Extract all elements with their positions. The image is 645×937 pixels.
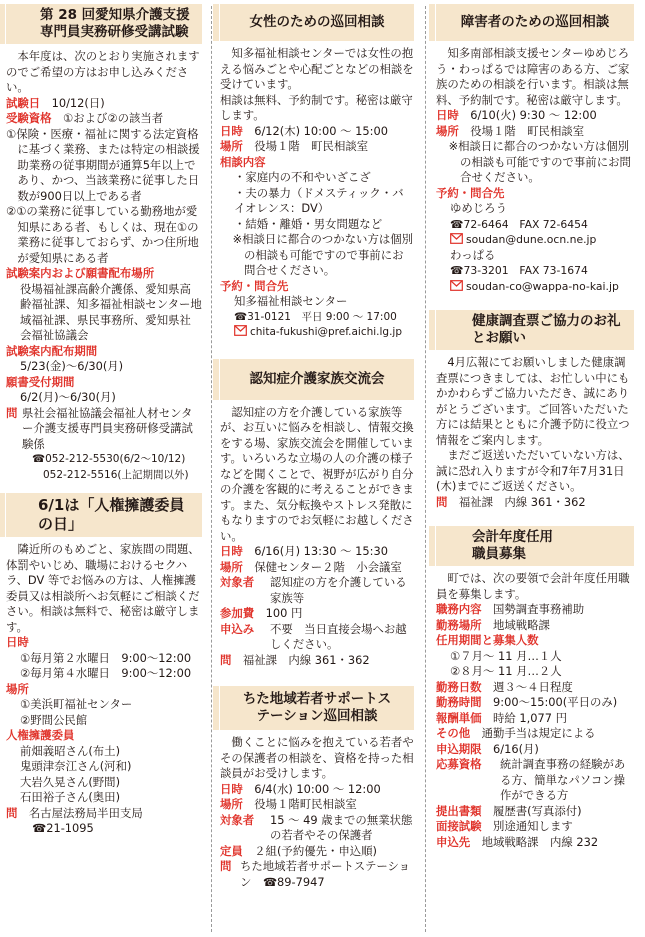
staff-other-label: その他 bbox=[436, 726, 471, 740]
disabled-title: 障害者のための巡回相談 bbox=[436, 4, 634, 41]
women-content-item: ・夫の暴力（ドメスティック・バイオレンス：DV） bbox=[234, 185, 404, 215]
rights-intro: 隣近所のもめごと、家族間の問題、体罰やいじめ、職場におけるセクハラ、DV 等でお悩みの方は、人権擁護委員又は相談所へお気軽にご相談ください。相談は無料で、秘密は厳守します。 bbox=[6, 542, 200, 634]
women-content-label: 相談内容 bbox=[220, 154, 266, 169]
youth-place: 役場１階町民相談室 bbox=[254, 797, 357, 811]
rights-date-2: ②毎月第４水曜日 9:00～12:00 bbox=[20, 666, 192, 680]
exam-item-2: ②①の業務に従事している勤務地が愛知県にある者、もしくは、現在①の業務に従事しておらず、かつ住所地が愛知県にある者 bbox=[6, 204, 199, 265]
disabled-place: 役場１階 町民相談室 bbox=[470, 123, 585, 138]
exam-accept: 6/2(月)～6/30(月) bbox=[20, 390, 116, 404]
rights-member: 石田裕子さん(奥田) bbox=[20, 790, 121, 804]
disabled-place-label: 場所 bbox=[436, 123, 459, 138]
exam-title: 第 28 回愛知県介護支援専門員実務研修受講試験 bbox=[6, 4, 202, 44]
staff-days-label: 勤務日数 bbox=[436, 679, 482, 694]
dementia-place: 保健センター２階 小会議室 bbox=[254, 559, 402, 574]
exam-guide: 役場福祉課高齢介護係、愛知県高齢福祉課、知多福祉相談センター地域福祉課、県民事務所、愛知県社会福祉協議会 bbox=[20, 281, 202, 342]
disabled-org1-email[interactable]: soudan@dune.ocn.ne.jp bbox=[466, 233, 597, 246]
disabled-contact-label: 予約・問合先 bbox=[436, 185, 505, 200]
column-2 bbox=[220, 4, 414, 890]
mail-icon bbox=[450, 233, 463, 244]
staff-job: 国勢調査事務補助 bbox=[492, 602, 585, 616]
youth-intro: 働くことに悩みを抱えている若者やその保護者の相談を、資格を持った相談員がお受けします。 bbox=[220, 735, 414, 780]
staff-deadline: 6/16(月) bbox=[492, 741, 539, 756]
rights-place-1: ①美浜町福祉センター bbox=[20, 697, 133, 711]
exam-tel-1: 052-212-5530(6/2～10/12) bbox=[45, 453, 186, 465]
rights-place-2: ②野間公民館 bbox=[20, 712, 88, 727]
staff-docs: 履歴書(写真添付) bbox=[492, 803, 582, 818]
rights-member: 大岩久晃さん(野間) bbox=[20, 774, 121, 789]
youth-title: ちた地域若者サポートステーション巡回相談 bbox=[220, 686, 414, 730]
exam-qual-label: 受験資格 bbox=[6, 111, 52, 125]
dementia-target: 認知症の方を介護している家族等 bbox=[270, 575, 407, 605]
staff-req-label: 応募資格 bbox=[436, 757, 482, 771]
youth-date: 6/4(水) 10:00 ～ 12:00 bbox=[254, 781, 381, 796]
phone-icon: ☎ bbox=[234, 310, 248, 323]
survey-title: 健康調査票ご協力のお礼とお願い bbox=[436, 310, 634, 350]
exam-date-label: 試験日 bbox=[6, 95, 41, 110]
staff-workplace-label: 勤務場所 bbox=[436, 617, 482, 632]
exam-qual: ①および②の該当者 bbox=[62, 111, 164, 125]
phone-icon: ☎ bbox=[450, 264, 464, 277]
youth-cap-label: 定員 bbox=[220, 843, 243, 858]
exam-guide-label: 試験案内および願書配布場所 bbox=[6, 266, 155, 280]
staff-job-label: 職務内容 bbox=[436, 602, 482, 616]
staff-period-1: ①７月～ 11 月…１人 bbox=[450, 648, 562, 663]
exam-contact: 県社会福祉協議会福祉人材センター介護支援専門員実務研修受講試験係 bbox=[22, 405, 193, 451]
youth-date-label: 日時 bbox=[220, 781, 243, 796]
rights-title: 6/1は「人権擁護委員の日」 bbox=[6, 493, 202, 537]
staff-hours-label: 勤務時間 bbox=[436, 695, 482, 709]
disabled-intro: 知多南部相談支援センターゆめじろう・わっぱるでは障害のある方、ご家族のための相談を行います。相談は無料、予約制です。秘密は厳守します。 bbox=[436, 46, 630, 107]
dementia-apply: 不要 当日直接会場へお越しください。 bbox=[270, 621, 407, 651]
women-title: 女性のための巡回相談 bbox=[220, 4, 414, 41]
staff-intro: 町では、次の要領で会計年度任用職員を募集します。 bbox=[436, 571, 630, 601]
youth-cap: ２組(予約優先・申込順) bbox=[254, 843, 377, 858]
disabled-date-label: 日時 bbox=[436, 108, 459, 122]
staff-pay-label: 報酬単価 bbox=[436, 710, 482, 725]
rights-date-1: ①毎月第２水曜日 9:00～12:00 bbox=[20, 650, 192, 665]
rights-members-label: 人権擁護委員 bbox=[6, 728, 75, 742]
staff-days: 週３～４日程度 bbox=[492, 679, 573, 694]
contact-icon: 問 bbox=[220, 652, 232, 667]
contact-icon: 問 bbox=[6, 405, 18, 420]
rights-contact: 名古屋法務局半田支局 bbox=[28, 805, 143, 820]
dementia-date: 6/16(月) 13:30 ～ 15:30 bbox=[254, 544, 388, 558]
dementia-fee: 100 円 bbox=[265, 606, 303, 620]
disabled-org2-email[interactable]: soudan-co@wappa-no-kai.jp bbox=[466, 279, 619, 293]
women-content-item: ・結婚・離婚・男女問題など bbox=[234, 216, 383, 231]
women-place-label: 場所 bbox=[220, 139, 243, 153]
dementia-place-label: 場所 bbox=[220, 559, 243, 574]
column-3 bbox=[436, 4, 634, 850]
youth-target: 15 ～ 49 歳までの無業状態の若者やその保護者 bbox=[270, 812, 413, 842]
phone-icon: ☎ bbox=[450, 217, 464, 231]
phone-icon: ☎ bbox=[32, 453, 46, 465]
women-caution: ※相談日に都合のつかない方は個別の相談も可能ですので事前にお問合せください。 bbox=[232, 232, 414, 277]
women-content-item: ・家庭内の不和やいざこざ bbox=[234, 170, 371, 184]
staff-period-label: 任用期間と募集人数 bbox=[436, 633, 539, 647]
staff-to: 地域戦略課 内線 232 bbox=[481, 834, 599, 849]
mail-icon bbox=[450, 280, 463, 291]
staff-hours: 9:00～15:00(平日のみ) bbox=[492, 695, 618, 709]
youth-tel: 89-7947 bbox=[277, 874, 325, 889]
dementia-contact: 福祉課 内線 361・362 bbox=[242, 652, 370, 667]
women-intro: 知多福祉相談センターでは女性の抱える悩みごとや心配ごとなどの相談を受けています。 bbox=[220, 46, 414, 91]
dementia-target-label: 対象者 bbox=[220, 575, 255, 589]
disabled-org2-tel: 73-3201 FAX 73-1674 bbox=[463, 264, 588, 277]
phone-icon: ☎ bbox=[262, 874, 278, 889]
disabled-org-1: ゆめじろう bbox=[450, 201, 507, 215]
staff-to-label: 申込先 bbox=[436, 834, 471, 849]
staff-period-2: ②８月～ 11 月…２人 bbox=[450, 664, 562, 678]
staff-pay: 時給 1,077 円 bbox=[492, 710, 568, 725]
staff-interview-label: 面接試験 bbox=[436, 819, 482, 833]
disabled-caution: ※相談日に都合のつかない方は個別の相談も可能ですので事前にお問合せください。 bbox=[448, 139, 631, 184]
staff-other: 通勤手当は規定による bbox=[481, 726, 596, 740]
contact-icon: 問 bbox=[6, 805, 18, 820]
staff-req: 統計調査事務の経験がある方、簡単なパソコン操作ができる方 bbox=[500, 757, 626, 802]
rights-date-label: 日時 bbox=[6, 635, 29, 649]
staff-workplace: 地域戦略課 bbox=[492, 617, 550, 632]
women-contact-org: 知多福祉相談センター bbox=[234, 294, 348, 308]
disabled-date: 6/10(火) 9:30 ～ 12:00 bbox=[470, 108, 597, 122]
phone-icon: ☎ bbox=[32, 821, 47, 835]
women-email[interactable]: chita-fukushi@pref.aichi.lg.jp bbox=[250, 326, 403, 338]
survey-p1: 4月広報にてお願いしました健康調査票につきましては、お忙しい中にもかかわらずご協力いただき、誠にありがとうございます。ご回答いただいた方には結果とともに介護予防に役立つ情報をご案内します。 bbox=[436, 355, 630, 447]
exam-date: 10/12(日) bbox=[51, 95, 105, 110]
mail-icon bbox=[234, 325, 247, 336]
women-date-label: 日時 bbox=[220, 123, 243, 138]
exam-dist-label: 試験案内配布期間 bbox=[6, 343, 98, 358]
staff-docs-label: 提出書類 bbox=[436, 803, 482, 818]
dementia-apply-label: 申込み bbox=[220, 621, 255, 636]
women-tel: 31-0121 平日 9:00 ～ 17:00 bbox=[247, 310, 397, 323]
women-date: 6/12(木) 10:00 ～ 15:00 bbox=[254, 123, 388, 138]
exam-accept-label: 願書受付期間 bbox=[6, 374, 75, 389]
dementia-date-label: 日時 bbox=[220, 544, 243, 558]
disabled-org-2: わっぱる bbox=[450, 247, 496, 262]
exam-item-1: ①保険・医療・福祉に関する法定資格に基づく業務、または特定の相談援助業務の従事期間が通算5年以上であり、かつ、当該業務に従事した日数が900日以上である者 bbox=[6, 126, 200, 203]
column-1 bbox=[6, 4, 202, 837]
staff-title: 会計年度任用職員募集 bbox=[436, 526, 634, 566]
dementia-intro: 認知症の方を介護している家族等が、お互いに悩みを相談し、情報交換をする場、家族交流会を開催しています。いろいろな立場の人の介護の様子などを聞くことで、視野が広がり自分の介護を客観的に考えることができます。また、気分転換やストレス発散にもなりますのでお気軽にお越しください。 bbox=[220, 404, 414, 543]
exam-tel-2: 052-212-5516(上記期間以外) bbox=[43, 468, 189, 481]
exam-dist: 5/23(金)～6/30(月) bbox=[20, 359, 124, 373]
women-place: 役場１階 町民相談室 bbox=[254, 139, 369, 153]
contact-icon: 問 bbox=[436, 494, 448, 509]
rights-tel: 21-1095 bbox=[46, 821, 94, 835]
contact-icon: 問 bbox=[220, 859, 232, 873]
dementia-fee-label: 参加費 bbox=[220, 606, 255, 620]
dementia-title: 認知症介護家族交流会 bbox=[220, 359, 414, 400]
exam-intro: 本年度は、次のとおり実施されますのでご希望の方はお申し込みください。 bbox=[6, 49, 200, 94]
women-contact-label: 予約・問合先 bbox=[220, 278, 289, 293]
disabled-org1-tel: 72-6464 FAX 72-6454 bbox=[463, 217, 588, 231]
rights-member: 鬼頭津奈江さん(河和) bbox=[20, 759, 132, 773]
survey-p2: まだご返送いただいていない方は、誠に恐れ入りますが令和7年7月31日(木)までにご返送ください。 bbox=[436, 448, 630, 493]
youth-target-label: 対象者 bbox=[220, 812, 255, 827]
youth-contact: ちた地域若者サポートステーション bbox=[240, 859, 411, 889]
staff-deadline-label: 申込期限 bbox=[436, 741, 482, 756]
women-note: 相談は無料、予約制です。秘密は厳守します。 bbox=[220, 92, 413, 122]
rights-member: 前畑義昭さん(布土) bbox=[20, 743, 121, 758]
rights-place-label: 場所 bbox=[6, 681, 29, 696]
survey-contact: 福祉課 内線 361・362 bbox=[458, 494, 586, 509]
staff-interview: 別途通知します bbox=[492, 819, 573, 833]
youth-place-label: 場所 bbox=[220, 797, 243, 811]
